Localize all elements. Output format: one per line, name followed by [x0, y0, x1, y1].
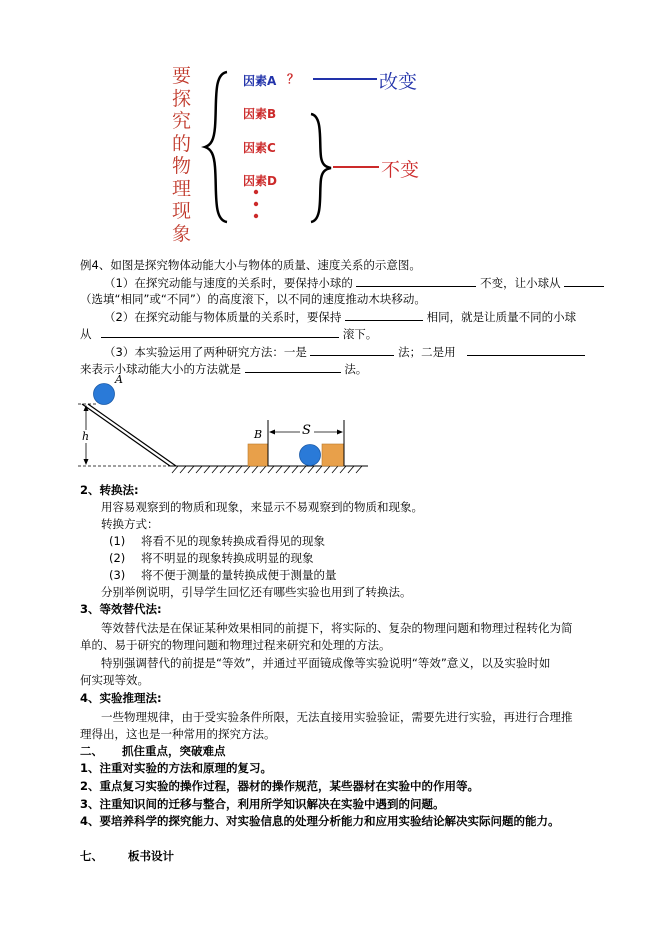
ramp-svg	[78, 376, 368, 480]
answer-blank[interactable]	[467, 343, 585, 356]
list-num: (1)	[109, 534, 126, 548]
left-brace	[205, 72, 227, 222]
right-brace	[311, 114, 331, 222]
ramp-diagram	[78, 373, 368, 480]
list-num: (3)	[109, 568, 126, 582]
vertical-title-char: 探	[172, 87, 192, 110]
list-item: (3) 将不便于测量的量转换成便于测量的量	[109, 568, 337, 582]
no-change-label: 不变	[381, 159, 420, 181]
ground-hatch	[172, 466, 362, 473]
section4-p1-line2: 理得出，这也是一种常用的探究方法。	[80, 727, 276, 741]
answer-blank[interactable]	[345, 308, 423, 321]
q3-line2: 来表示小球动能大小的方法就是 法。	[80, 362, 368, 376]
part2-title: 二、 抓住重点，突破难点	[80, 744, 226, 758]
ball-rolling	[300, 445, 321, 466]
section3-p1-line1: 等效替代法是在保证某种效果相同的前提下，将实际的、复杂的物理问题和物理过程转化为简	[101, 621, 573, 635]
factor-b: 因素B	[243, 107, 277, 121]
answer-blank[interactable]	[101, 325, 339, 338]
section4-p1-line1: 一些物理规律，由于受实验条件所限，无法直接用实验验证，需要先进行实验，再进行合理推	[101, 710, 573, 724]
label-h: h	[82, 430, 90, 443]
answer-blank[interactable]	[245, 360, 341, 373]
part2-item: 4、要培养科学的探究能力、对实验信息的处理分析能力和应用实验结论解决实际问题的能力。	[80, 814, 560, 828]
s-arrowhead-right	[337, 430, 343, 435]
height-arrow-down	[84, 459, 89, 465]
ball-a	[94, 384, 115, 405]
ellipsis-dot	[254, 202, 258, 206]
vertical-title-char: 要	[172, 65, 192, 87]
ramp-surface-inner	[88, 404, 176, 466]
label-b: B	[254, 428, 263, 441]
factor-a: 因素A	[243, 74, 277, 88]
question-mark: ？	[287, 72, 300, 86]
section3-title: 3、等效替代法:	[80, 602, 162, 616]
label-s: S	[302, 423, 311, 438]
factor-c: 因素C	[243, 141, 276, 155]
section2-p3: 分别举例说明，引导学生回忆还有哪些实验也用到了转换法。	[101, 585, 412, 599]
part7-title: 七、 板书设计	[80, 849, 174, 863]
part2-item: 1、注重对实验的方法和原理的复习。	[80, 761, 272, 775]
q2-line1: （2）在探究动能与物体质量的关系时，要保持 相同，就是让质量不同的小球	[104, 310, 577, 324]
answer-blank[interactable]	[564, 274, 604, 287]
block-b	[248, 444, 268, 466]
example4-intro: 例4、如图是探究物体动能大小与物体的质量、速度关系的示意图。	[80, 258, 421, 272]
vertical-title-char: 理	[172, 177, 192, 200]
section2-p1: 用容易观察到的物质和现象，来显示不易观察到的物质和现象。	[101, 500, 423, 514]
vertical-title-char: 的	[172, 132, 192, 155]
section3-p2-line1: 特别强调替代的前提是“等效”，并通过平面镜成像等实验说明“等效”意义，以及实验时如	[101, 656, 551, 670]
list-item: (2) 将不明显的现象转换成明显的现象	[109, 551, 314, 565]
q1-line2: （选填“相同”或“不同”）的高度滚下，以不同的速度推动木块移动。	[80, 292, 426, 306]
section3-p1-line2: 单的、易于研究的物理问题和物理过程来研究和处理的方法。	[80, 638, 391, 652]
section3-p2-line2: 何实现等效。	[80, 673, 149, 687]
q3-line1: （3）本实验运用了两种研究方法：一是 法；二是用	[104, 343, 585, 360]
change-label: 改变	[379, 71, 418, 93]
ramp-surface	[82, 404, 170, 466]
factor-d: 因素D	[243, 174, 277, 188]
ellipsis-dot	[254, 214, 258, 218]
vertical-title-char: 现	[172, 200, 192, 222]
q2-line2: 从 滚下。	[80, 327, 378, 341]
list-num: (2)	[109, 551, 126, 565]
list-item: (1) 将看不见的现象转换成看得见的现象	[109, 534, 325, 548]
block-moved	[322, 444, 344, 466]
label-a: A	[115, 373, 123, 386]
part2-item: 3、注重知识间的迁移与整合，利用所学知识解决在实验中遇到的问题。	[80, 797, 445, 811]
s-arrowhead-left	[269, 430, 275, 435]
vertical-title-char: 象	[172, 222, 192, 245]
part2-item: 2、重点复习实验的操作过程，器材的操作规范，某些器材在实验中的作用等。	[80, 779, 479, 793]
section2-p2: 转换方式：	[101, 517, 159, 531]
ellipsis-dot	[254, 190, 258, 194]
vertical-title-char: 究	[172, 110, 192, 132]
answer-blank[interactable]	[310, 343, 394, 356]
q1-line1: （1）在探究动能与速度的关系时，要保持小球的 不变，让小球从	[104, 274, 604, 291]
concept-diagram	[165, 62, 445, 245]
answer-blank[interactable]	[356, 274, 476, 287]
section4-title: 4、实验推理法:	[80, 691, 162, 705]
section2-title: 2、转换法:	[80, 483, 139, 497]
vertical-title-char: 物	[172, 155, 192, 177]
